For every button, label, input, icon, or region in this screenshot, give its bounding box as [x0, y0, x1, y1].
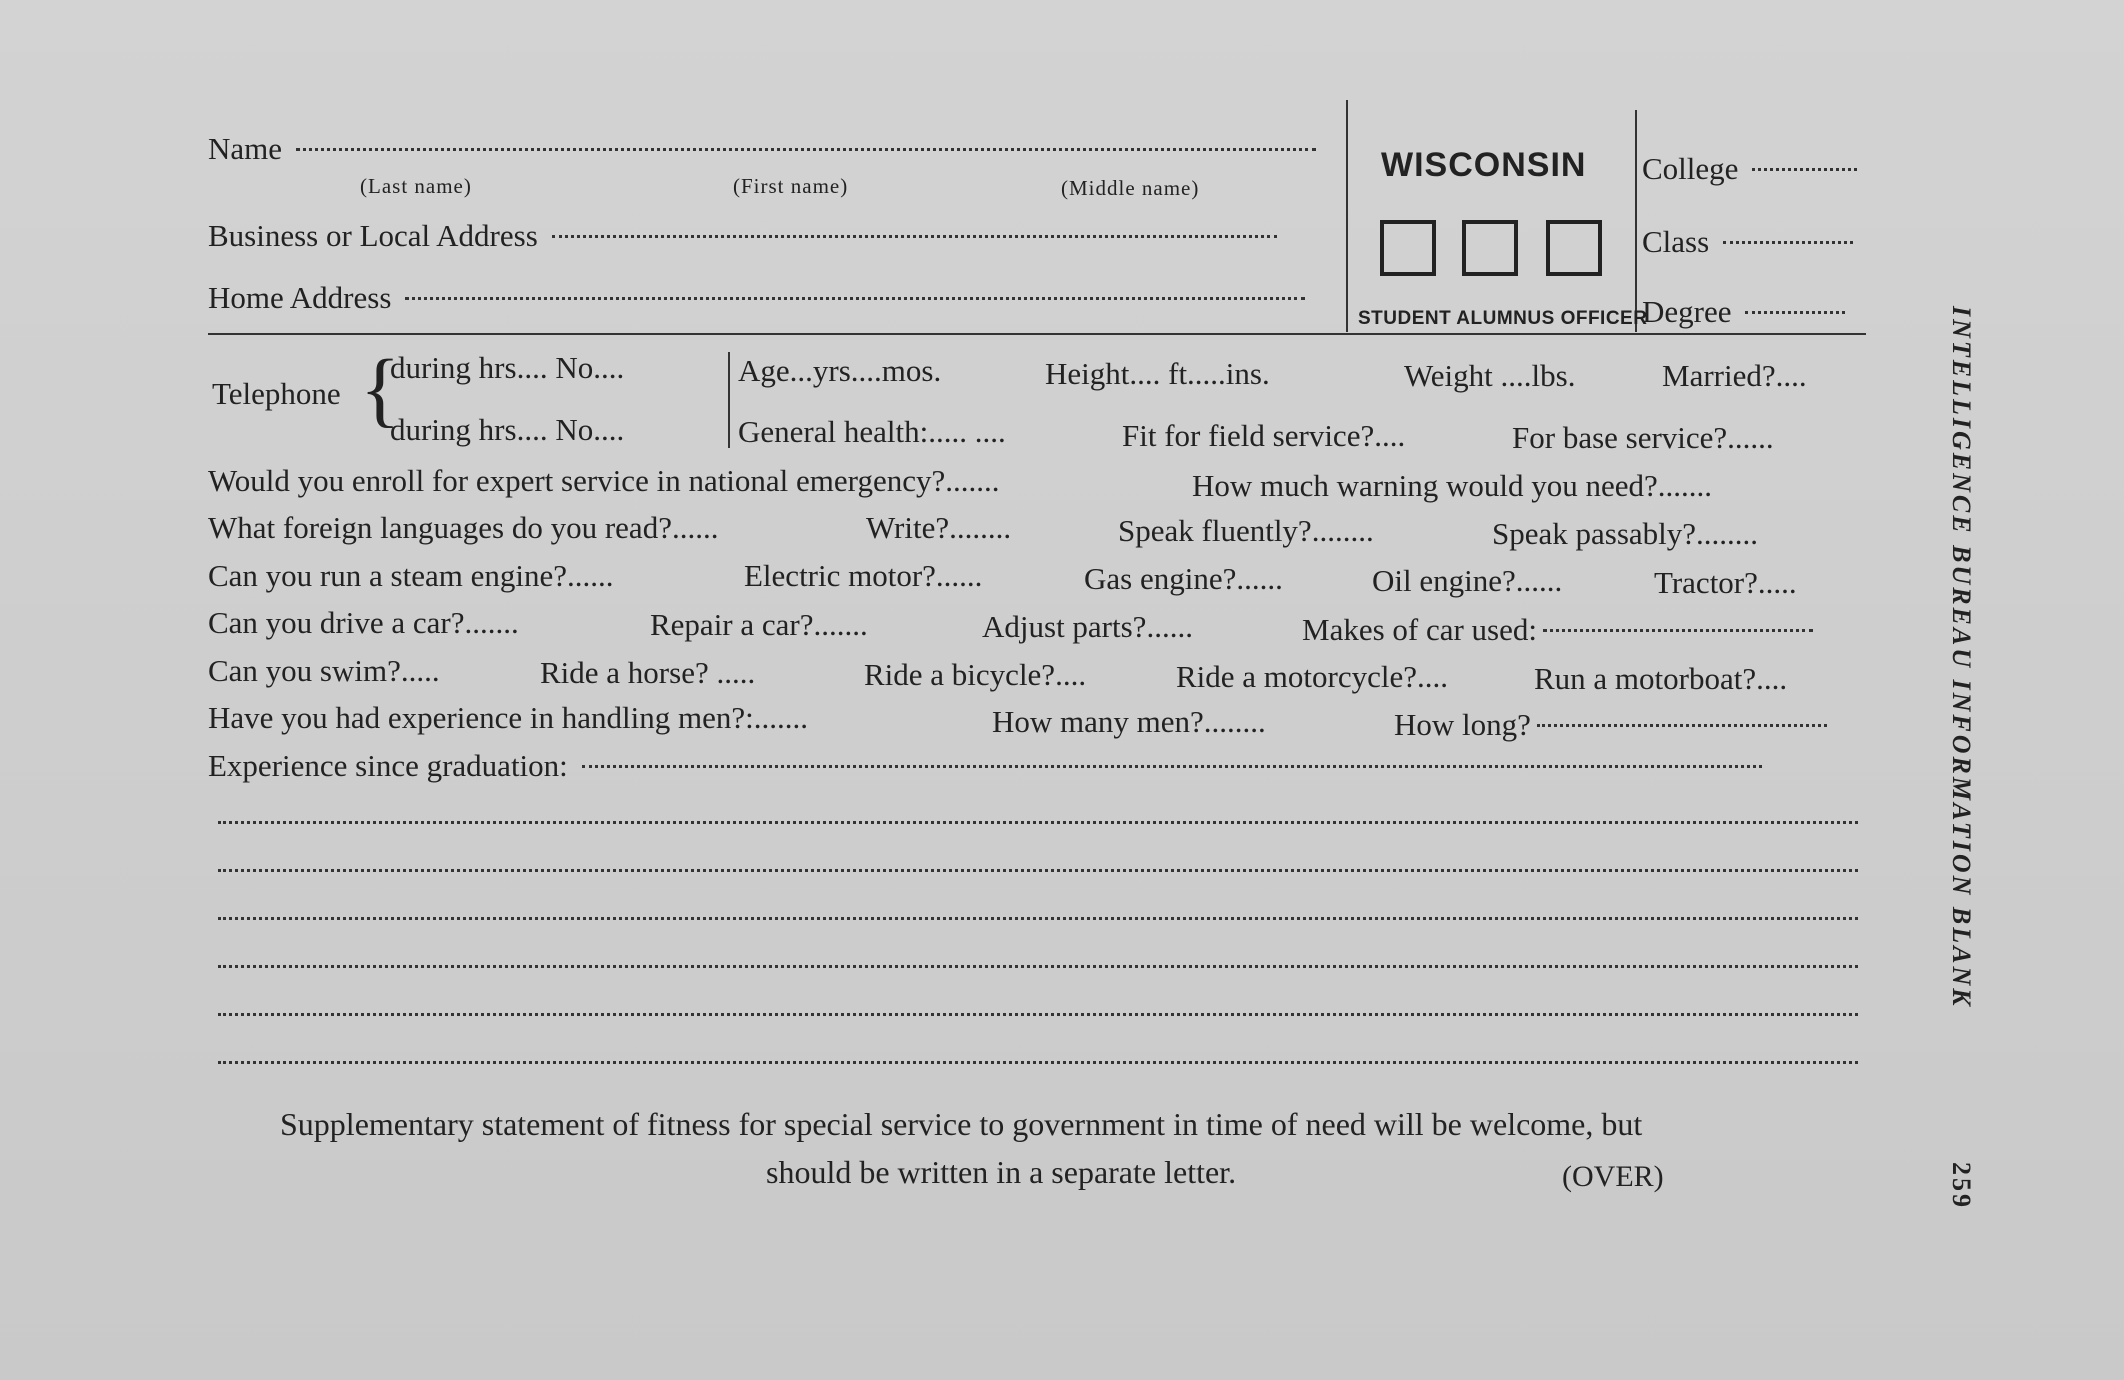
- business-row: [208, 220, 1283, 251]
- college-row: [1642, 153, 1863, 184]
- base-service-field[interactable]: For base service?......: [1512, 420, 1774, 455]
- first-name-caption: (First name): [733, 174, 849, 198]
- experience-line-1[interactable]: [218, 821, 1858, 824]
- last-name-caption: (Last name): [360, 174, 472, 198]
- married-field[interactable]: Married?....: [1662, 358, 1807, 393]
- experience-line-5[interactable]: [218, 1013, 1858, 1016]
- experience-label: Experience since graduation:: [208, 748, 568, 783]
- footer-line-2: should be written in a separate letter.: [766, 1154, 1237, 1190]
- name-label: Name: [208, 131, 283, 166]
- class-row: [1642, 226, 1859, 257]
- question-row-5-a[interactable]: Can you swim?.....: [208, 653, 440, 688]
- degree-label: Degree: [1642, 294, 1732, 329]
- telephone-brace: {: [360, 343, 401, 436]
- telephone-rule: [728, 352, 730, 448]
- question-row-2-b[interactable]: Write?........: [866, 510, 1012, 545]
- height-field[interactable]: Height.... ft.....ins.: [1045, 356, 1270, 391]
- weight-field[interactable]: Weight ....lbs.: [1404, 358, 1576, 393]
- class-field[interactable]: [1723, 241, 1853, 244]
- question-row-4-a[interactable]: Can you drive a car?.......: [208, 605, 519, 640]
- side-title: INTELLIGENCE BUREAU INFORMATION BLANK: [1947, 306, 1976, 1009]
- makes-of-car-label: Makes of car used:: [1302, 612, 1537, 647]
- officer-checkbox[interactable]: [1546, 220, 1602, 276]
- how-long-label: How long?: [1394, 707, 1531, 742]
- college-label: College: [1642, 151, 1739, 186]
- business-label: Business or Local Address: [208, 218, 538, 253]
- class-label: Class: [1642, 224, 1710, 259]
- college-field[interactable]: [1752, 168, 1857, 171]
- age-field[interactable]: Age...yrs....mos.: [738, 353, 942, 388]
- telephone-row-2[interactable]: during hrs.... No....: [390, 412, 625, 447]
- health-field[interactable]: General health:..... ....: [738, 414, 1006, 449]
- alumnus-checkbox[interactable]: [1462, 220, 1518, 276]
- question-row-2-d[interactable]: Speak passably?........: [1492, 516, 1759, 551]
- badge-right-rule: [1635, 110, 1637, 332]
- question-row-3-e[interactable]: Tractor?.....: [1654, 565, 1797, 600]
- home-label: Home Address: [208, 280, 392, 315]
- degree-row: [1642, 296, 1851, 327]
- question-row-4-b[interactable]: Repair a car?.......: [650, 607, 868, 642]
- question-row-4-c[interactable]: Adjust parts?......: [982, 609, 1193, 644]
- header-divider: [208, 333, 1866, 335]
- question-row-3-c[interactable]: Gas engine?......: [1084, 561, 1283, 596]
- student-checkbox[interactable]: [1380, 220, 1436, 276]
- question-row-5-e[interactable]: Run a motorboat?....: [1534, 661, 1788, 696]
- question-row-4-d[interactable]: [1302, 614, 1819, 645]
- experience-line-3[interactable]: [218, 917, 1858, 920]
- experience-field[interactable]: [582, 765, 1762, 768]
- question-row-3-a[interactable]: Can you run a steam engine?......: [208, 558, 614, 593]
- checkbox-labels: STUDENT ALUMNUS OFFICER: [1358, 308, 1648, 329]
- question-row-2-a[interactable]: What foreign languages do you read?......: [208, 510, 719, 545]
- home-row: [208, 282, 1311, 313]
- question-row-1-a[interactable]: Would you enroll for expert service in national emergency?.......: [208, 463, 1000, 498]
- field-service-field[interactable]: Fit for field service?....: [1122, 418, 1406, 453]
- telephone-label: Telephone: [212, 376, 341, 411]
- middle-name-caption: (Middle name): [1061, 176, 1200, 200]
- business-field[interactable]: [552, 235, 1277, 238]
- experience-line-4[interactable]: [218, 965, 1858, 968]
- question-row-5-b[interactable]: Ride a horse? .....: [540, 655, 756, 690]
- makes-of-car-field[interactable]: [1543, 629, 1813, 632]
- home-field[interactable]: [405, 297, 1305, 300]
- question-row-3-b[interactable]: Electric motor?......: [744, 558, 983, 593]
- question-row-5-c[interactable]: Ride a bicycle?....: [864, 657, 1087, 692]
- question-row-6-b[interactable]: How many men?........: [992, 704, 1266, 739]
- question-row-5-d[interactable]: Ride a motorcycle?....: [1176, 659, 1449, 694]
- degree-field[interactable]: [1745, 311, 1845, 314]
- experience-line-2[interactable]: [218, 869, 1858, 872]
- question-row-1-b[interactable]: How much warning would you need?.......: [1192, 468, 1713, 503]
- badge-left-rule: [1346, 100, 1348, 332]
- question-row-6-c[interactable]: [1394, 709, 1833, 740]
- name-row: [208, 133, 1322, 164]
- experience-row: [208, 750, 1768, 781]
- page-number: 259: [1947, 1162, 1976, 1210]
- name-field[interactable]: [296, 148, 1316, 151]
- telephone-row-1[interactable]: during hrs.... No....: [390, 350, 625, 385]
- question-row-6-a[interactable]: Have you had experience in handling men?:.......: [208, 700, 808, 735]
- how-long-field[interactable]: [1537, 724, 1827, 727]
- question-row-3-d[interactable]: Oil engine?......: [1372, 563, 1563, 598]
- wisconsin-title: WISCONSIN: [1381, 146, 1587, 184]
- footer-line-1: Supplementary statement of fitness for special service to government in time of need will be welcome, but: [280, 1106, 1643, 1142]
- over-note: (OVER): [1562, 1160, 1664, 1193]
- experience-line-6[interactable]: [218, 1061, 1858, 1064]
- question-row-2-c[interactable]: Speak fluently?........: [1118, 513, 1374, 548]
